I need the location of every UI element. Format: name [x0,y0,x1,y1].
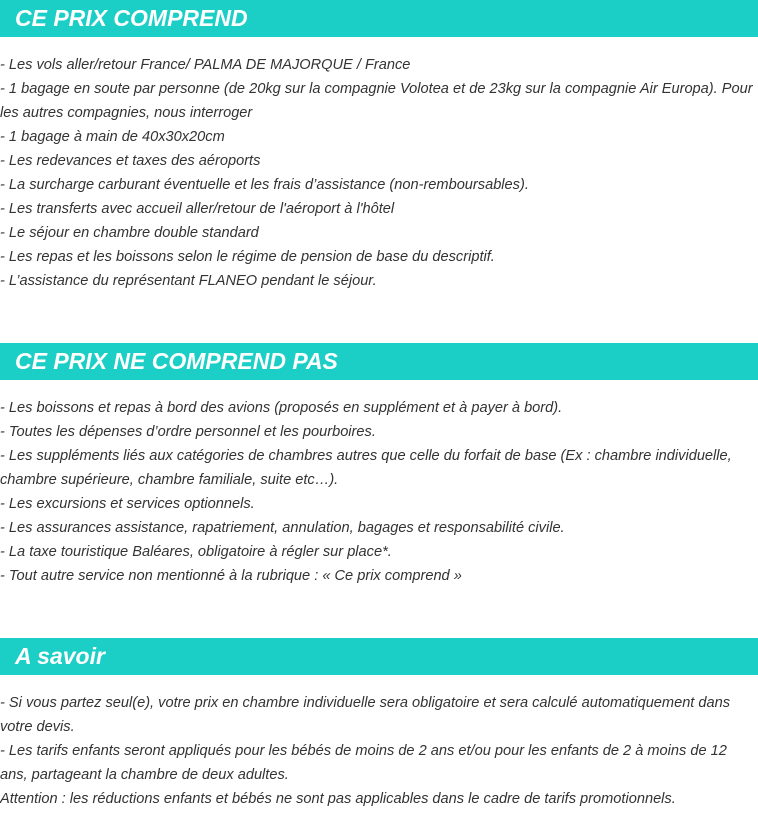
section-title-included: CE PRIX COMPREND [0,0,758,37]
section-included [0,0,758,293]
list-item: - Les repas et les boissons selon le régime de pension de base du descriptif. [0,249,495,265]
section-title-good-to-know: A savoir [0,638,758,675]
list-item: - 1 bagage en soute par personne (de 20kg sur la compagnie Volotea et de 23kg sur la compagnie Air Europa). Pour les autres compagnies, nous interroger [0,81,753,121]
list-item: - Les assurances assistance, rapatriement, annulation, bagages et responsabilité civile. [0,520,565,536]
list-item: - La taxe touristique Baléares, obligatoire à régler sur place*. [0,544,392,560]
list-item: - Le séjour en chambre double standard [0,225,259,241]
list-item: - Tout autre service non mentionné à la rubrique : « Ce prix comprend » [0,568,462,584]
good-to-know-list [0,691,758,811]
list-item: - Les transferts avec accueil aller/retour de l'aéroport à l'hôtel [0,201,395,217]
section-title-not-included: CE PRIX NE COMPREND PAS [0,343,758,380]
list-item: - Les redevances et taxes des aéroports [0,153,261,169]
included-list [0,53,758,293]
list-item: - 1 bagage à main de 40x30x20cm [0,129,225,145]
list-item: - L’assistance du représentant FLANEO pendant le séjour. [0,273,377,289]
list-item: - Les suppléments liés aux catégories de chambres autres que celle du forfait de base (Ex : chambre individuelle, chambre supérieure, chambre familiale, suite etc…). [0,448,732,488]
list-item: Attention : les réductions enfants et bébés ne sont pas applicables dans le cadre de tarifs promotionnels. [0,791,676,807]
list-item: - Les tarifs enfants seront appliqués pour les bébés de moins de 2 ans et/ou pour les enfants de 2 à moins de 12 ans, partageant la chambre de deux adultes. [0,743,727,783]
list-item: - Si vous partez seul(e), votre prix en chambre individuelle sera obligatoire et sera calculé automatiquement dans votre devis. [0,695,731,735]
list-item: - Toutes les dépenses d’ordre personnel et les pourboires. [0,424,376,440]
section-good-to-know [0,638,758,811]
list-item: - Les vols aller/retour France/ PALMA DE MAJORQUE / France [0,57,411,73]
not-included-list [0,396,758,588]
section-not-included [0,343,758,588]
list-item: - Les boissons et repas à bord des avions (proposés en supplément et à payer à bord). [0,400,563,416]
list-item: - La surcharge carburant éventuelle et les frais d’assistance (non-remboursables). [0,177,529,193]
list-item: - Les excursions et services optionnels. [0,496,255,512]
